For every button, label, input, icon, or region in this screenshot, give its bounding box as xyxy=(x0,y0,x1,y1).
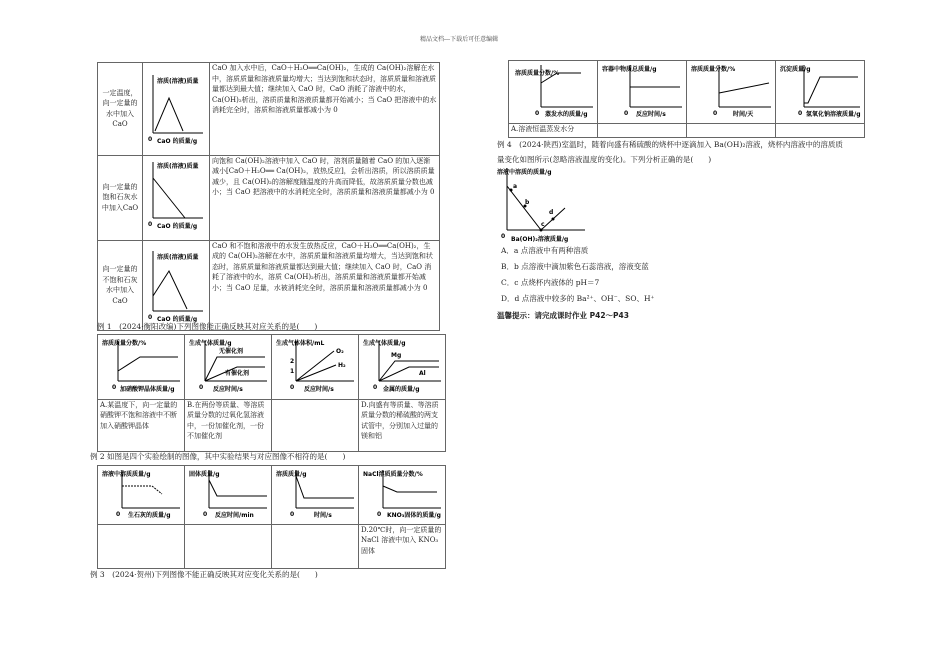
svg-text:0: 0 xyxy=(203,511,208,518)
ex2-option-d: D.20℃时，向一定质量的 NaCl 溶液中加入 KNO₃固体 xyxy=(359,524,446,568)
svg-text:0: 0 xyxy=(199,384,204,391)
svg-text:0: 0 xyxy=(501,233,506,240)
row2-condition: 向一定量的饱和石灰水中加入CaO xyxy=(98,155,143,240)
ex3-graph-b xyxy=(598,61,687,124)
svg-text:固体质量/g: 固体质量/g xyxy=(189,471,220,478)
svg-text:0: 0 xyxy=(377,511,382,518)
svg-text:氢氧化钠溶液质量/g: 氢氧化钠溶液质量/g xyxy=(806,111,861,118)
svg-text:0: 0 xyxy=(116,511,121,518)
ex3-option-c xyxy=(687,123,776,137)
ex3-plot-b xyxy=(600,61,684,119)
svg-text:金属的质量/g: 金属的质量/g xyxy=(383,386,420,393)
svg-text:溶液中溶质质量/g: 溶液中溶质质量/g xyxy=(102,471,151,478)
svg-text:有催化剂: 有催化剂 xyxy=(225,370,250,377)
ex2-graph-b xyxy=(185,466,272,525)
svg-text:Mg: Mg xyxy=(391,352,402,359)
ex1-graph-b xyxy=(185,335,272,400)
svg-text:沉淀质量/g: 沉淀质量/g xyxy=(780,66,811,73)
svg-text:溶质(溶液)质量: 溶质(溶液)质量 xyxy=(157,253,199,261)
svg-text:溶质质量分数/%: 溶质质量分数/% xyxy=(102,340,147,347)
svg-text:溶液中溶质的质量/g: 溶液中溶质的质量/g xyxy=(497,169,552,176)
ex2-plot-c xyxy=(274,466,356,520)
ex1-graph-d xyxy=(359,335,446,400)
ex3-plot-a xyxy=(511,61,595,119)
svg-text:溶质质量分数/%: 溶质质量分数/% xyxy=(691,66,736,73)
ex1-plot-d xyxy=(361,335,443,395)
ex1-plot-a xyxy=(100,335,182,395)
svg-text:b: b xyxy=(525,199,530,206)
ex1-table xyxy=(97,334,446,452)
svg-text:溶质(溶液)质量: 溶质(溶液)质量 xyxy=(157,78,199,85)
ex3-graph-c xyxy=(687,61,776,124)
ex2-plot-a xyxy=(100,466,182,520)
ex1-plot-c xyxy=(274,335,356,395)
svg-text:生成气体体积/mL: 生成气体体积/mL xyxy=(276,340,325,347)
ex2-title: 例 2 如图是四个实验绘制的图像，其中实验结果与对应图像不相符的是( ) xyxy=(90,452,346,461)
svg-text:0: 0 xyxy=(290,511,295,518)
svg-text:容器中物质总质量/g: 容器中物质总质量/g xyxy=(602,66,657,73)
svg-text:溶质(溶液)质量: 溶质(溶液)质量 xyxy=(157,162,199,170)
ex3-table xyxy=(508,60,865,138)
row2-graph xyxy=(143,155,210,240)
ex3-plot-d xyxy=(778,61,862,119)
svg-text:CaO 的质量/g: CaO 的质量/g xyxy=(157,222,198,230)
ex2-plot-b xyxy=(187,466,269,520)
svg-text:0: 0 xyxy=(624,110,629,117)
svg-text:KNO₃固体的质量/g: KNO₃固体的质量/g xyxy=(387,512,441,519)
svg-text:反应时间/min: 反应时间/min xyxy=(215,512,254,519)
ex2-option-b xyxy=(185,524,272,568)
row3-graph xyxy=(143,240,210,331)
svg-text:时间/s: 时间/s xyxy=(314,512,332,519)
ex1-option-a: A.某温度下，向一定量的硝酸钾不饱和溶液中不断加入硝酸钾晶体 xyxy=(98,399,185,451)
ex2-option-c xyxy=(272,524,359,568)
row3-condition: 向一定量的不饱和石灰水中加入CaO xyxy=(98,240,143,331)
ex3-option-b xyxy=(598,123,687,137)
svg-text:生石灰的质量/g: 生石灰的质量/g xyxy=(128,512,171,519)
ex4-option-b: B．b 点溶液中滴加紫色石蕊溶液，溶液变蓝 xyxy=(501,262,649,271)
ex4-option-a: A．a 点溶液中有两种溶质 xyxy=(501,246,589,255)
ex3-graph-d xyxy=(776,61,865,124)
ex4-option-d: D．d 点溶液中较多的 Ba²⁺、OH⁻、SO、H⁺ xyxy=(501,294,655,303)
ex3-plot-c xyxy=(689,61,773,119)
svg-text:1: 1 xyxy=(290,368,295,375)
svg-text:生成气体质量/g: 生成气体质量/g xyxy=(189,340,232,347)
svg-text:0: 0 xyxy=(535,110,540,117)
ex2-graph-d xyxy=(359,466,446,525)
ex1-plot-b xyxy=(187,335,269,395)
ex4-line1: 例 4 (2024·陕西)室温时，随着向盛有稀硫酸的烧杯中逐滴加入 Ba(OH)₂溶液，烧杯内溶液中的溶质质 xyxy=(497,140,843,149)
ex4-plot xyxy=(495,166,590,244)
svg-text:H₂: H₂ xyxy=(338,362,346,369)
svg-text:反应时间/s: 反应时间/s xyxy=(304,386,334,393)
ex2-graph-c xyxy=(272,466,359,525)
ex2-graph-a xyxy=(98,466,185,525)
ex2-option-a xyxy=(98,524,185,568)
ex1-option-c xyxy=(272,399,359,451)
svg-text:反应时间/s: 反应时间/s xyxy=(636,111,666,118)
svg-text:O₂: O₂ xyxy=(336,348,344,355)
cao-table xyxy=(97,62,440,331)
svg-text:0: 0 xyxy=(713,110,718,117)
svg-text:溶质质量/g: 溶质质量/g xyxy=(276,471,307,478)
svg-text:0: 0 xyxy=(148,136,153,143)
svg-text:0: 0 xyxy=(148,313,153,321)
svg-text:溶质质量分数/%: 溶质质量分数/% xyxy=(515,70,560,77)
row1-condition: 一定温度，向一定量的水中加入CaO xyxy=(98,63,143,156)
ex3-graph-a xyxy=(509,61,598,124)
ex1-graph-c xyxy=(272,335,359,400)
svg-text:NaCl溶质质量分数/%: NaCl溶质质量分数/% xyxy=(363,471,423,478)
homework-reminder: 温馨提示：请完成课时作业 P42～P43 xyxy=(497,311,629,320)
ex2-table xyxy=(97,465,446,569)
ex1-title: 例 1 (2024·衡阳改编)下列图像能正确反映其对应关系的是( ) xyxy=(97,322,318,331)
svg-text:CaO 的质量/g: CaO 的质量/g xyxy=(157,138,198,145)
svg-text:c: c xyxy=(541,221,545,228)
row1-graph xyxy=(143,63,210,156)
svg-text:0: 0 xyxy=(373,384,378,391)
svg-text:蒸发水的质量/g: 蒸发水的质量/g xyxy=(545,111,588,118)
svg-text:加硝酸钾晶体质量/g: 加硝酸钾晶体质量/g xyxy=(120,386,175,393)
svg-text:Al: Al xyxy=(419,370,426,377)
svg-text:反应时间/s: 反应时间/s xyxy=(213,386,243,393)
ex4-line2: 量变化如图所示(忽略溶液温度的变化)。下列分析正确的是( ) xyxy=(497,155,712,164)
ex1-option-d: D.向盛有等质量、等溶质质量分数的稀硫酸的两支试管中，分别加入过量的镁和铝 xyxy=(359,399,446,451)
row3-plot xyxy=(145,241,207,327)
svg-text:时间/天: 时间/天 xyxy=(733,111,754,118)
row1-explanation: CaO 加入水中后，CaO＋H₂O══Ca(OH)₂，生成的 Ca(OH)₂溶解在水中，溶质质量和溶液质量均增大；当达到饱和状态时，溶质质量和溶液质量都达到最大值；继续加入 CaO 时，CaO 消耗了溶液中的水，Ca(OH)₂析出，溶质质量和溶液质量都开始减小；当 CaO 把溶液中的水消耗完全时，溶质和溶液质量都减小为 0 xyxy=(210,63,440,156)
svg-text:无催化剂: 无催化剂 xyxy=(219,348,244,355)
row2-explanation: 向饱和 Ca(OH)₂溶液中加入 CaO 时，溶剂质量随着 CaO 的加入逐渐减小[CaO＋H₂O══ Ca(OH)₂，放热反应]，会析出溶质，所以溶质质量减少，且 Ca(OH)₂的溶解度随温度的升高而降低，故溶质质量分数也减小；当 CaO 把溶液中的水消耗完全时，溶质质量和溶液质量都减小为 0 xyxy=(210,155,440,240)
svg-text:2: 2 xyxy=(290,358,295,365)
ex1-option-b: B.在两份等质量、等溶质质量分数的过氧化氢溶液中，一份加催化剂，一份不加催化剂 xyxy=(185,399,272,451)
ex3-option-d xyxy=(776,123,865,137)
svg-text:CaO 的质量/g: CaO 的质量/g xyxy=(157,315,198,323)
svg-text:a: a xyxy=(513,183,518,190)
svg-text:0: 0 xyxy=(148,220,153,228)
svg-text:Ba(OH)₂溶液质量/g: Ba(OH)₂溶液质量/g xyxy=(511,236,569,243)
page-header: 精品文档---下载后可任意编辑 xyxy=(420,36,499,43)
ex3-option-a: A.溶液恒温蒸发水分 xyxy=(509,123,598,137)
svg-text:0: 0 xyxy=(112,384,117,391)
svg-text:生成气体质量/g: 生成气体质量/g xyxy=(363,340,406,347)
svg-text:0: 0 xyxy=(290,384,295,391)
ex3-title: 例 3 (2024·贺州)下列图像不能正确反映其对应变化关系的是( ) xyxy=(90,570,318,579)
row2-plot xyxy=(145,156,207,236)
ex4-option-c: C．c 点烧杯内液体的 pH＝7 xyxy=(501,278,600,287)
row3-explanation: CaO 和不饱和溶液中的水发生放热反应，CaO＋H₂O══Ca(OH)₂，生成的 Ca(OH)₂溶解在水中，溶质质量和溶液质量均增大，当达到饱和状态时，溶质质量和溶液质量都达到最大值；继续加入 CaO 时，CaO 消耗了溶液中的水，溶质 Ca(OH)₂析出，溶质质量和溶液质量都开始减小；当 CaO 足量，水被消耗完全时，溶质质量和溶液质量都减小为 0 xyxy=(210,240,440,331)
ex2-plot-d xyxy=(361,466,443,520)
ex1-graph-a xyxy=(98,335,185,400)
row1-plot xyxy=(145,63,207,151)
svg-text:d: d xyxy=(549,209,554,216)
svg-text:0: 0 xyxy=(798,110,803,117)
